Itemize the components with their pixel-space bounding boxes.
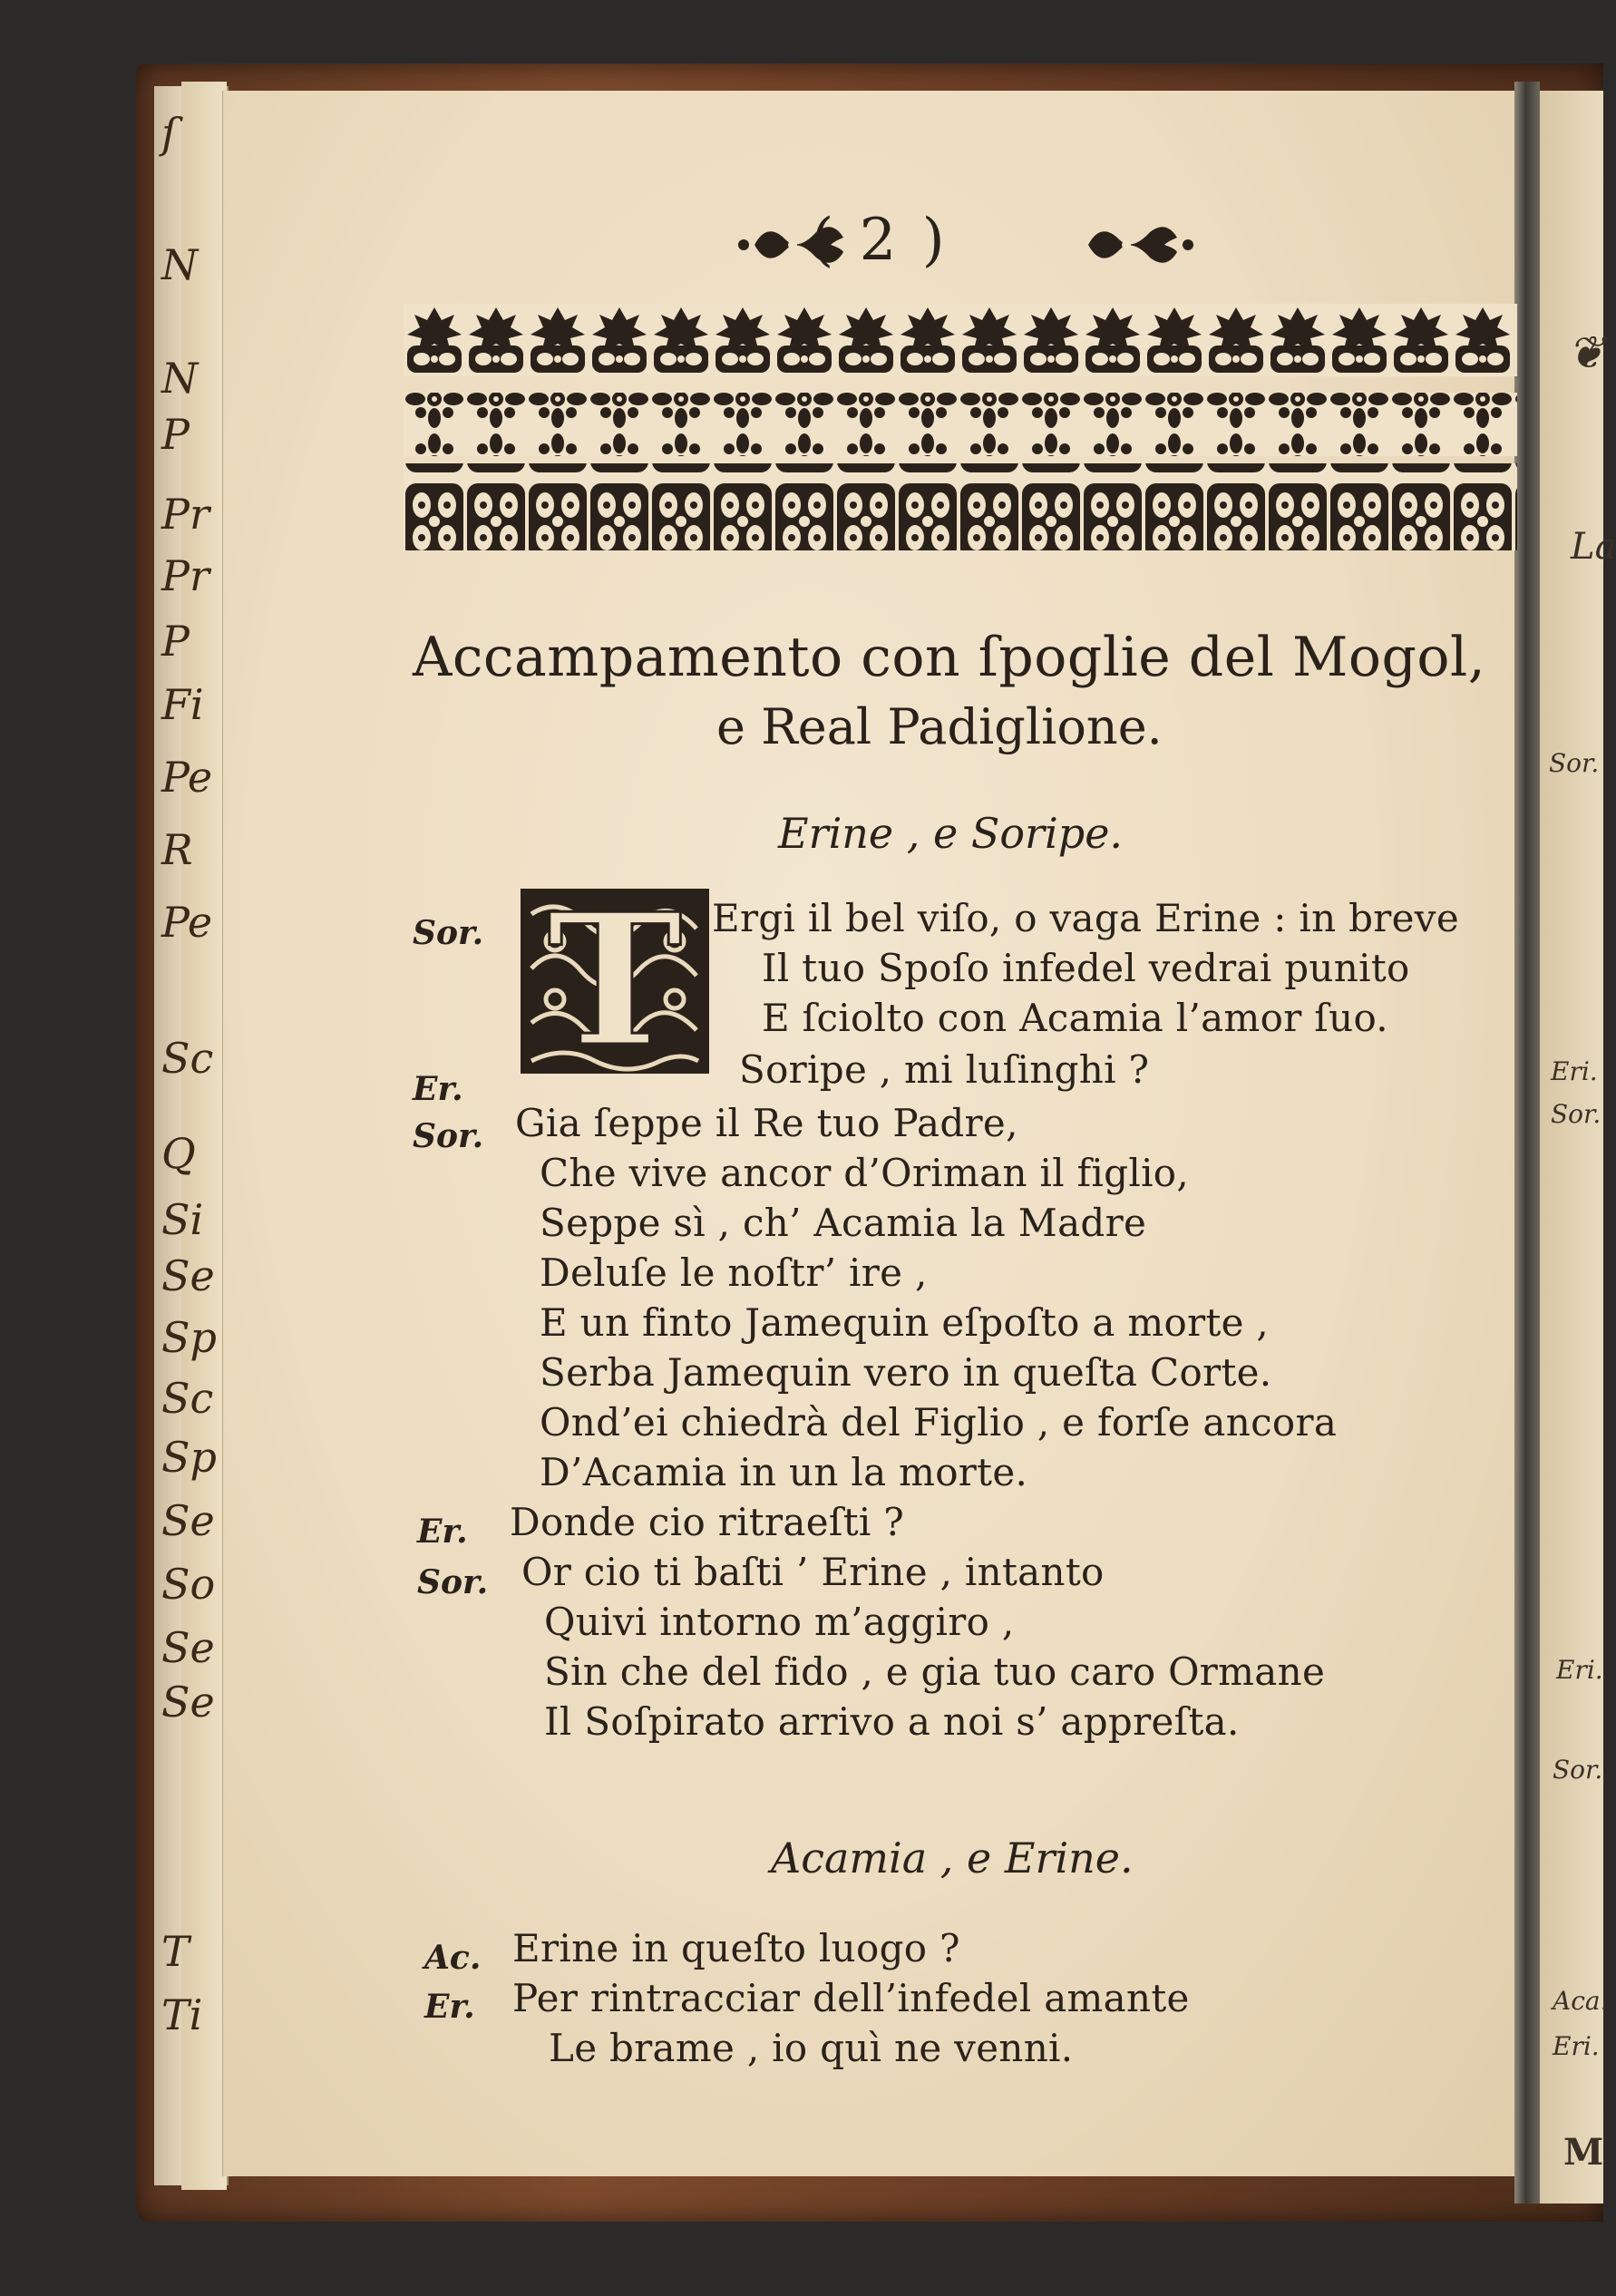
- verse-line: Il Soſpirato arrivo a noi s’ appreſta.: [544, 1699, 1240, 1744]
- margin-note: Se: [161, 1496, 215, 1545]
- speaker-label: Sor.: [413, 914, 484, 952]
- facing-page-edge: [1540, 91, 1603, 2204]
- verse-line: Quivi intorno m’aggiro ,: [544, 1600, 1015, 1644]
- margin-note: So: [161, 1560, 216, 1609]
- margin-note: Pr: [161, 551, 209, 600]
- verse-line: Che vive ancor d’Oriman il figlio,: [540, 1151, 1190, 1195]
- facing-note: Sor.: [1549, 748, 1600, 778]
- margin-note: Fi: [161, 680, 204, 729]
- margin-note: Pe: [161, 898, 213, 947]
- margin-note: P: [161, 617, 190, 666]
- verse-line: Gia ſeppe il Re tuo Padre,: [515, 1101, 1018, 1145]
- verse-line: Sin che del fido , e gia tuo caro Ormane: [544, 1649, 1326, 1694]
- facing-note: Sor.: [1551, 1099, 1601, 1129]
- verse-line: Ergi il bel viſo, o vaga Erine : in breve: [712, 896, 1459, 940]
- scene2-characters: Acamia , e Erine.: [771, 1834, 1134, 1883]
- verse-line: Erine in queſto luogo ?: [512, 1926, 960, 1970]
- margin-note: Sc: [161, 1374, 214, 1423]
- verse-line: Serba Jamequin vero in queſta Corte.: [540, 1350, 1272, 1395]
- facing-note: Eri.: [1553, 2031, 1600, 2061]
- margin-note: Ti: [161, 1990, 203, 2039]
- speaker-label: Er.: [417, 1513, 468, 1551]
- facing-note: Eri.: [1551, 1056, 1598, 1086]
- facing-catchword: M: [1563, 2131, 1604, 2174]
- margin-note: Se: [161, 1678, 215, 1727]
- speaker-label: Sor.: [413, 1117, 484, 1155]
- margin-note: Pr: [161, 490, 209, 539]
- scene-heading-line1: Accampamento con ſpoglie del Mogol,: [413, 626, 1486, 689]
- margin-note: Sp: [161, 1433, 217, 1482]
- verse-line: E un finto Jamequin eſpoſto a morte ,: [540, 1300, 1270, 1345]
- page-number: ( 2 ): [811, 207, 949, 274]
- book-gutter: [1514, 82, 1540, 2204]
- speaker-label: Er.: [424, 1988, 475, 2026]
- facing-note: Aca.: [1553, 1986, 1609, 2016]
- verse-line: Il tuo Spoſo infedel vedrai punito: [762, 946, 1410, 990]
- verse-line: Le brame , io quì ne venni.: [549, 2026, 1074, 2070]
- margin-note: Pe: [161, 753, 213, 802]
- speaker-label: Er.: [413, 1070, 463, 1108]
- margin-note: ſ: [161, 109, 178, 158]
- verse-line: E ſciolto con Acamia l’amor ſuo.: [762, 996, 1388, 1040]
- margin-note: R: [161, 825, 193, 874]
- margin-note: N: [161, 240, 199, 289]
- margin-note: N: [161, 354, 199, 403]
- margin-note: Se: [161, 1623, 215, 1672]
- margin-note: Q: [161, 1129, 196, 1178]
- verse-line: Per rintracciar dell’infedel amante: [512, 1976, 1190, 2020]
- verse-line: Deluſe le noſtr’ ire ,: [540, 1250, 928, 1295]
- decorated-drop-cap: [519, 874, 711, 1087]
- verse-line: Seppe sì , ch’ Acamia la Madre: [540, 1201, 1147, 1245]
- right-fleuron-icon: [1070, 218, 1197, 272]
- margin-note: Sp: [161, 1313, 217, 1362]
- scene1-characters: Erine , e Soripe.: [778, 809, 1124, 858]
- verse-line: Or cio ti baſti ’ Erine , intanto: [521, 1550, 1105, 1594]
- facing-note: La: [1571, 526, 1616, 568]
- margin-note: T: [161, 1927, 190, 1976]
- margin-note: Si: [161, 1195, 204, 1244]
- speaker-label: Sor.: [417, 1563, 489, 1601]
- ornamental-headpiece-band: [404, 304, 1517, 550]
- scene-heading-line2: e Real Padiglione.: [716, 698, 1163, 755]
- margin-note: Sc: [161, 1034, 214, 1083]
- verse-line: Ond’ei chiedrà del Figlio , e forſe ancora: [540, 1400, 1338, 1445]
- drop-cap-letter: T: [547, 874, 683, 1087]
- facing-note: Eri.: [1556, 1655, 1603, 1685]
- facing-page-ornament-icon: ❦: [1567, 326, 1605, 379]
- speaker-label: Ac.: [424, 1939, 482, 1977]
- margin-note: Se: [161, 1251, 215, 1300]
- facing-note: Sor.: [1553, 1755, 1603, 1785]
- verse-line: Soripe , mi luſinghi ?: [739, 1047, 1150, 1092]
- verse-line: Donde cio ritraeſti ?: [510, 1500, 905, 1544]
- verse-line: D’Acamia in un la morte.: [540, 1450, 1028, 1494]
- margin-note: P: [161, 410, 190, 459]
